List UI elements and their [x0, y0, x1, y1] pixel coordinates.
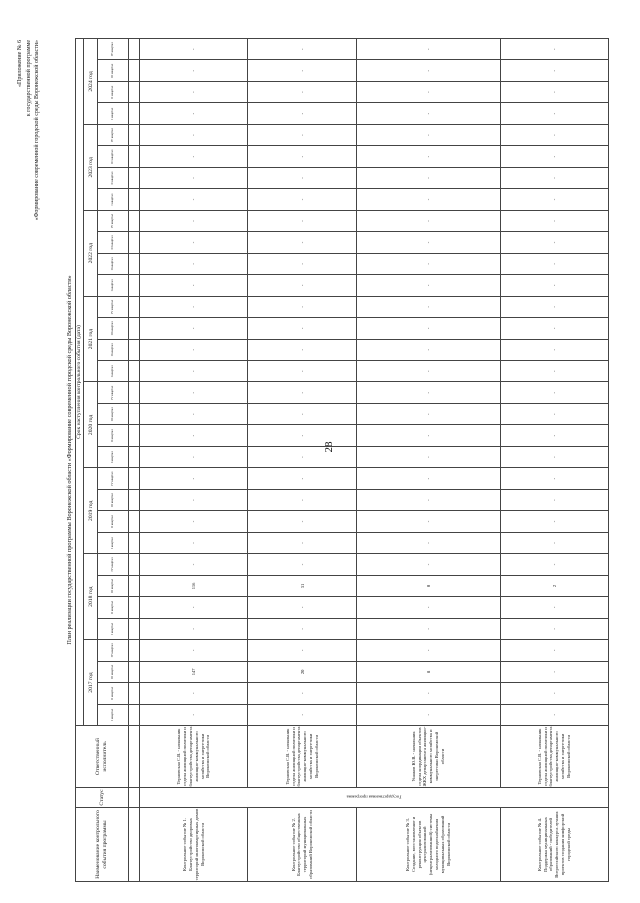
quarter-value-cell: -: [248, 704, 356, 725]
quarter-value-cell: -: [500, 167, 609, 188]
quarter-value-cell: -: [356, 382, 500, 403]
blank-cell: [129, 788, 140, 808]
quarter-value-cell: -: [248, 640, 356, 661]
quarter-value-cell: -: [140, 339, 248, 360]
quarter-value-cell: -: [356, 532, 500, 553]
blank-cell: [129, 403, 140, 424]
quarter-value-cell: -: [500, 532, 609, 553]
blank-cell: [129, 318, 140, 339]
quarter-value-cell: -: [356, 146, 500, 167]
quarter-value-cell: -: [248, 103, 356, 124]
quarter-value-cell: -: [356, 318, 500, 339]
blank-cell: [129, 339, 140, 360]
quarter-value-cell: -: [248, 189, 356, 210]
blank-row: [129, 39, 140, 882]
quarter-value-cell: -: [140, 683, 248, 704]
blank-cell: [129, 704, 140, 725]
quarter-value-cell: -: [356, 189, 500, 210]
quarter-value-cell: -: [356, 167, 500, 188]
year-header: 2018 год: [84, 554, 98, 640]
quarter-value-cell: -: [500, 146, 609, 167]
quarter-value-cell: -: [500, 81, 609, 102]
blank-cell: [129, 554, 140, 575]
quarter-header: IV квартал: [98, 124, 129, 145]
table-row: [356, 39, 500, 882]
quarter-value-cell: -: [356, 618, 500, 639]
quarter-value-cell: -: [248, 554, 356, 575]
quarter-value-cell: -: [140, 640, 248, 661]
quarter-value-cell: -: [248, 318, 356, 339]
quarter-value-cell: -: [140, 103, 248, 124]
quarter-value-cell: -: [248, 275, 356, 296]
quarter-header: II квартал: [98, 425, 129, 446]
quarter-header: II квартал: [98, 511, 129, 532]
quarter-value-cell: -: [356, 425, 500, 446]
blank-cell: [129, 511, 140, 532]
header-status: Статус: [76, 788, 129, 808]
quarter-value-cell: -: [500, 253, 609, 274]
blank-cell: [129, 167, 140, 188]
quarter-value-cell: -: [248, 296, 356, 317]
quarter-value-cell: 116: [140, 575, 248, 596]
quarter-value-cell: -: [356, 446, 500, 467]
blank-cell: [129, 81, 140, 102]
quarter-value-cell: -: [500, 704, 609, 725]
year-header: 2021 год: [84, 296, 98, 382]
quarter-value-cell: -: [356, 39, 500, 60]
quarter-header: II квартал: [98, 683, 129, 704]
quarter-header: IV квартал: [98, 39, 129, 60]
quarter-value-cell: -: [500, 489, 609, 510]
table-header: [76, 39, 129, 882]
quarter-value-cell: -: [500, 661, 609, 682]
page-number: 28: [323, 441, 335, 453]
quarter-value-cell: -: [500, 683, 609, 704]
quarter-header: IV квартал: [98, 210, 129, 231]
blank-cell: [129, 210, 140, 231]
blank-cell: [129, 468, 140, 489]
event-name-cell: Контрольное событие № 3. Создание, восстановление и реконструкция объектов централизованной (нецентрализованной) системы холодного водоснабжения муниципальных образований Воронежской области: [356, 808, 500, 882]
table-body: [129, 39, 609, 882]
year-header: 2023 год: [84, 124, 98, 210]
blank-cell: [129, 597, 140, 618]
year-header: 2019 год: [84, 468, 98, 554]
appendix-note: [16, 40, 42, 340]
quarter-value-cell: 2: [500, 575, 609, 596]
quarter-value-cell: -: [140, 403, 248, 424]
blank-cell: [129, 232, 140, 253]
year-header: 2024 год: [84, 39, 98, 125]
quarter-header: IV квартал: [98, 640, 129, 661]
quarter-value-cell: -: [140, 39, 248, 60]
quarter-value-cell: -: [140, 318, 248, 339]
status-cell: [140, 788, 609, 808]
quarter-header: IV квартал: [98, 296, 129, 317]
quarter-value-cell: -: [500, 597, 609, 618]
quarter-value-cell: 147: [140, 661, 248, 682]
quarter-value-cell: -: [248, 253, 356, 274]
blank-cell: [129, 382, 140, 403]
blank-cell: [129, 726, 140, 788]
quarter-header: IV квартал: [98, 382, 129, 403]
quarter-value-cell: -: [140, 597, 248, 618]
blank-cell: [129, 361, 140, 382]
blank-cell: [129, 146, 140, 167]
quarter-value-cell: -: [356, 511, 500, 532]
quarter-header: IV квартал: [98, 468, 129, 489]
quarter-value-cell: -: [248, 403, 356, 424]
quarter-value-cell: -: [500, 425, 609, 446]
quarter-value-cell: -: [140, 253, 248, 274]
quarter-value-cell: -: [140, 425, 248, 446]
header-responsible: Ответственный исполнитель: [76, 726, 129, 788]
rotated-sheet: [14, 30, 614, 890]
appendix-line-2: к государственной программе: [25, 40, 32, 117]
plan-table: [75, 38, 609, 882]
quarter-value-cell: -: [140, 704, 248, 725]
quarter-value-cell: 8: [356, 661, 500, 682]
blank-cell: [129, 575, 140, 596]
event-name-cell: Контрольное событие № 2. Благоустройство общественных территорий муниципальных образований Воронежской области: [248, 808, 356, 882]
quarter-value-cell: -: [500, 382, 609, 403]
quarter-value-cell: -: [356, 339, 500, 360]
quarter-header: I квартал: [98, 618, 129, 639]
quarter-value-cell: -: [140, 275, 248, 296]
quarter-value-cell: -: [356, 403, 500, 424]
header-event: Наименование контрольного события программы: [76, 808, 129, 882]
quarter-value-cell: 20: [248, 661, 356, 682]
quarter-value-cell: -: [140, 618, 248, 639]
quarter-header: II квартал: [98, 339, 129, 360]
blank-cell: [129, 661, 140, 682]
quarter-value-cell: -: [248, 511, 356, 532]
quarter-value-cell: -: [140, 511, 248, 532]
quarter-header: I квартал: [98, 189, 129, 210]
blank-cell: [129, 683, 140, 704]
quarter-value-cell: -: [248, 39, 356, 60]
quarter-value-cell: -: [248, 146, 356, 167]
quarter-value-cell: -: [140, 81, 248, 102]
quarter-value-cell: -: [356, 597, 500, 618]
quarter-header: III квартал: [98, 661, 129, 682]
year-header: 2020 год: [84, 382, 98, 468]
quarter-value-cell: -: [140, 210, 248, 231]
quarter-value-cell: -: [140, 361, 248, 382]
quarter-header: III квартал: [98, 60, 129, 81]
quarter-value-cell: -: [248, 597, 356, 618]
quarter-header: I квартал: [98, 446, 129, 467]
quarter-header: II квартал: [98, 597, 129, 618]
blank-cell: [129, 253, 140, 274]
quarter-header: I квартал: [98, 275, 129, 296]
quarter-header: II квартал: [98, 81, 129, 102]
responsible-cell: Ушаков Ю.В. - начальник отдела координации объектов ЖКХ департамента жилищно-коммунального хозяйства и энергетики Воронежской области: [356, 726, 500, 788]
status-text: Государственная программа: [346, 795, 402, 800]
quarter-header: II квартал: [98, 167, 129, 188]
quarter-header: IV квартал: [98, 554, 129, 575]
quarter-header: III квартал: [98, 232, 129, 253]
quarter-value-cell: -: [356, 489, 500, 510]
quarter-value-cell: -: [500, 210, 609, 231]
quarter-value-cell: -: [248, 425, 356, 446]
quarter-value-cell: -: [356, 81, 500, 102]
quarter-header: I квартал: [98, 103, 129, 124]
quarter-value-cell: -: [248, 339, 356, 360]
blank-cell: [129, 103, 140, 124]
blank-cell: [129, 39, 140, 60]
quarter-header: I квартал: [98, 532, 129, 553]
table-row: [248, 39, 356, 882]
quarter-value-cell: 0: [356, 575, 500, 596]
blank-cell: [129, 275, 140, 296]
quarter-value-cell: -: [500, 618, 609, 639]
year-header: 2017 год: [84, 640, 98, 726]
header-deadline: Срок наступления контрольного события (дата): [76, 39, 84, 726]
blank-cell: [129, 532, 140, 553]
quarter-value-cell: -: [140, 532, 248, 553]
quarter-value-cell: -: [356, 296, 500, 317]
quarter-value-cell: -: [500, 296, 609, 317]
quarter-value-cell: -: [500, 39, 609, 60]
quarter-value-cell: -: [500, 275, 609, 296]
blank-cell: [129, 446, 140, 467]
quarter-value-cell: -: [500, 554, 609, 575]
quarter-value-cell: -: [356, 253, 500, 274]
quarter-value-cell: -: [500, 339, 609, 360]
quarter-value-cell: -: [356, 554, 500, 575]
quarter-value-cell: -: [500, 403, 609, 424]
quarter-value-cell: -: [140, 60, 248, 81]
blank-cell: [129, 296, 140, 317]
quarter-header: I квартал: [98, 361, 129, 382]
responsible-cell: Терновская С.В. - начальник отдела жилищной политики и благоустройства департамента жилищно-коммунального хозяйства и энергетики Воронежской области: [140, 726, 248, 788]
quarter-value-cell: -: [248, 232, 356, 253]
quarter-header: II квартал: [98, 253, 129, 274]
blank-cell: [129, 60, 140, 81]
quarter-value-cell: -: [500, 468, 609, 489]
quarter-value-cell: -: [248, 468, 356, 489]
blank-cell: [129, 124, 140, 145]
quarter-value-cell: -: [248, 167, 356, 188]
quarter-value-cell: -: [140, 446, 248, 467]
quarter-value-cell: -: [140, 382, 248, 403]
quarter-value-cell: -: [248, 446, 356, 467]
quarter-value-cell: -: [140, 554, 248, 575]
quarter-value-cell: -: [248, 683, 356, 704]
quarter-value-cell: -: [248, 210, 356, 231]
blank-cell: [129, 640, 140, 661]
quarter-value-cell: -: [140, 189, 248, 210]
blank-cell: [129, 425, 140, 446]
quarter-value-cell: -: [248, 124, 356, 145]
quarter-value-cell: -: [500, 60, 609, 81]
quarter-value-cell: -: [140, 489, 248, 510]
blank-cell: [129, 189, 140, 210]
quarter-value-cell: -: [140, 167, 248, 188]
quarter-value-cell: -: [248, 81, 356, 102]
appendix-line-3: «Формирование современной городской среды Воронежской области»: [34, 40, 40, 221]
table-row: [500, 39, 609, 882]
quarter-header: III квартал: [98, 489, 129, 510]
quarter-value-cell: -: [356, 640, 500, 661]
quarter-value-cell: -: [500, 640, 609, 661]
quarter-value-cell: -: [500, 124, 609, 145]
quarter-value-cell: 31: [248, 575, 356, 596]
quarter-value-cell: -: [500, 446, 609, 467]
responsible-cell: Терновская С.В. - начальник отдела жилищной политики и благоустройства департамента жилищно-коммунального хозяйства и энергетики Воронежской области: [248, 726, 356, 788]
quarter-value-cell: -: [356, 210, 500, 231]
quarter-value-cell: -: [356, 103, 500, 124]
quarter-value-cell: -: [248, 60, 356, 81]
responsible-cell: Терновская С.В. - начальник отдела жилищной политики и благоустройства департамента жилищно-коммунального хозяйства и энергетики Воронежской области: [500, 726, 609, 788]
blank-cell: [129, 489, 140, 510]
quarter-value-cell: -: [356, 60, 500, 81]
quarter-value-cell: -: [500, 232, 609, 253]
quarter-value-cell: -: [500, 189, 609, 210]
quarter-value-cell: -: [500, 361, 609, 382]
quarter-header: III квартал: [98, 318, 129, 339]
quarter-header: III квартал: [98, 403, 129, 424]
quarter-header: III квартал: [98, 146, 129, 167]
quarter-value-cell: -: [356, 232, 500, 253]
quarter-value-cell: -: [140, 124, 248, 145]
quarter-value-cell: -: [356, 361, 500, 382]
quarter-value-cell: -: [248, 618, 356, 639]
table-row: [140, 39, 248, 882]
quarter-value-cell: -: [248, 361, 356, 382]
year-header: 2022 год: [84, 210, 98, 296]
appendix-line-1: «Приложение № 6: [17, 40, 23, 87]
event-name-cell: Контрольное событие № 4. Поддержка муниципальных образований - победителей Всероссийского конкурса лучших проектов создания комфортной городской среды: [500, 808, 609, 882]
quarter-value-cell: -: [140, 468, 248, 489]
quarter-value-cell: -: [140, 232, 248, 253]
quarter-value-cell: -: [248, 532, 356, 553]
quarter-value-cell: -: [248, 382, 356, 403]
quarter-value-cell: -: [356, 275, 500, 296]
quarter-value-cell: -: [248, 489, 356, 510]
quarter-value-cell: -: [356, 124, 500, 145]
quarter-value-cell: -: [500, 318, 609, 339]
quarter-value-cell: -: [356, 704, 500, 725]
quarter-header: I квартал: [98, 704, 129, 725]
event-name-cell: Контрольное событие № 1. Благоустройство дворовых территорий многоквартирных домов Воронежской области: [140, 808, 248, 882]
blank-cell: [129, 618, 140, 639]
plan-title: План реализации государственной программы Воронежской области «Формирование современной городской среды Воронежской области»: [66, 275, 73, 645]
quarter-value-cell: -: [140, 296, 248, 317]
quarter-header: III квартал: [98, 575, 129, 596]
quarter-value-cell: -: [500, 511, 609, 532]
quarter-value-cell: -: [140, 146, 248, 167]
quarter-value-cell: -: [356, 683, 500, 704]
blank-cell: [129, 808, 140, 882]
quarter-value-cell: -: [356, 468, 500, 489]
quarter-value-cell: -: [500, 103, 609, 124]
